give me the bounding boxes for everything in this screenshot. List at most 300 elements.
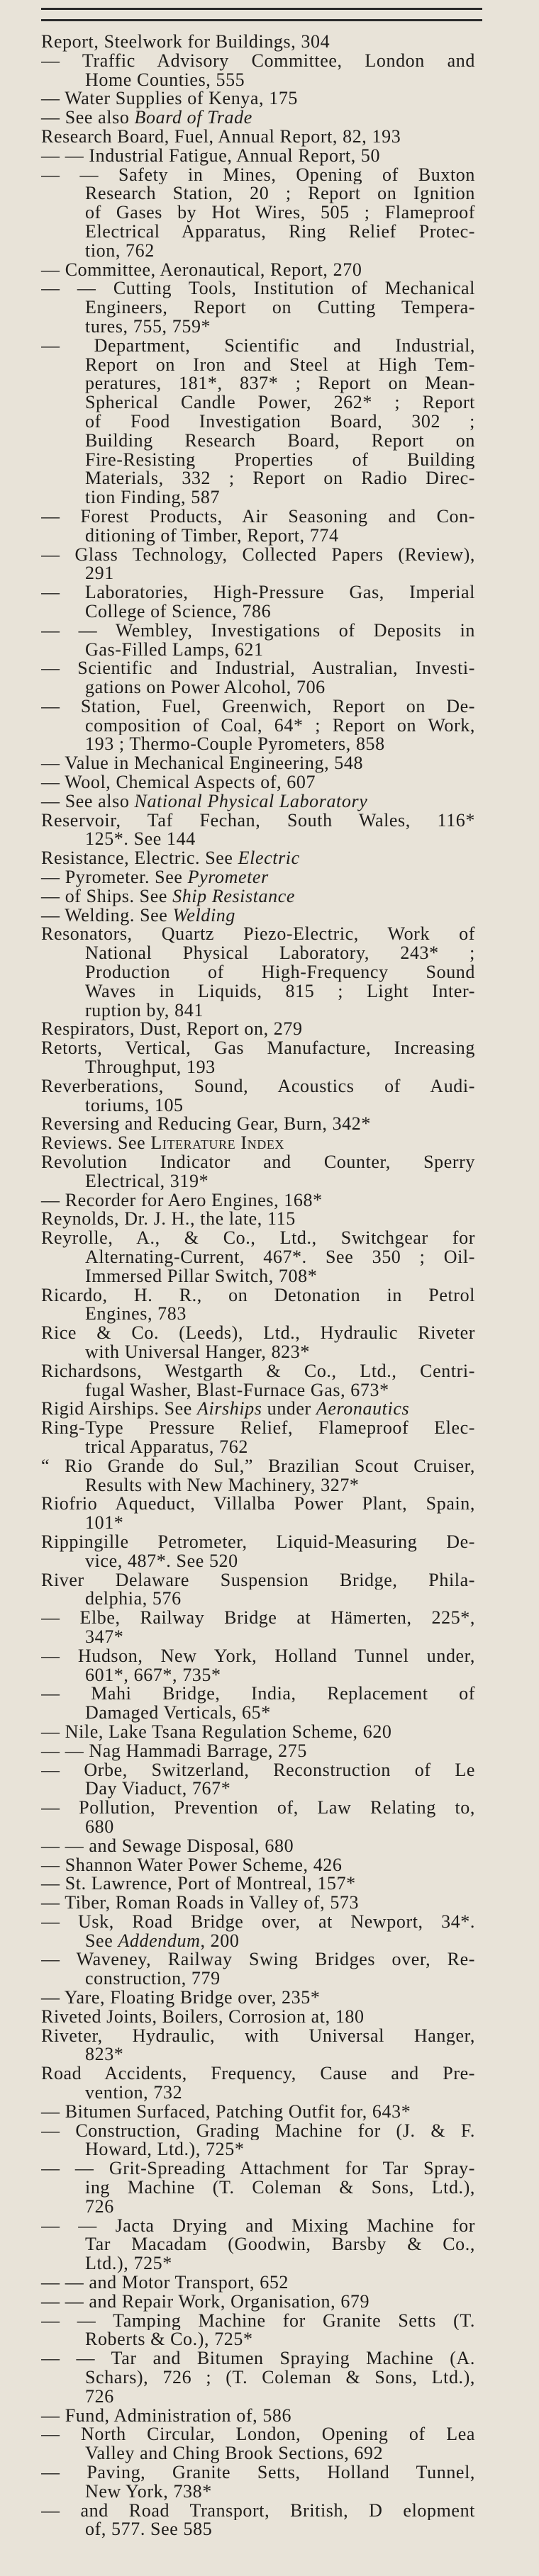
- cross-reference-italic: Electric: [238, 848, 300, 869]
- entry-continuation-line: [41, 1666, 475, 1685]
- entry-text: delphia, 576: [85, 1588, 182, 1609]
- entry-text: Resonators, Quartz Piezo-Electric, Work of: [41, 925, 475, 945]
- entry-text: Electrical, 319*: [85, 1170, 209, 1191]
- index-entry: [41, 773, 475, 792]
- index-entry: [41, 887, 475, 906]
- entry-heading-line: [41, 2122, 475, 2141]
- entry-text: — — Industrial Fatigue, Annual Report, 50: [41, 145, 381, 166]
- entry-heading-line: [41, 2100, 475, 2122]
- index-entry: [41, 125, 475, 147]
- index-entry: [41, 1742, 475, 1761]
- index-entry: [41, 1039, 475, 1077]
- entry-heading-line: [41, 2407, 475, 2426]
- index-entry: [41, 2290, 475, 2312]
- entry-heading-line: [41, 1989, 475, 2008]
- entry-heading-line: [41, 1419, 475, 1438]
- entry-heading-line: [41, 147, 475, 166]
- entry-text: Ricardo, H. R., on Detonation in Petrol: [41, 1286, 475, 1305]
- index-entry: [41, 1286, 475, 1324]
- cross-reference-italic: Welding: [172, 904, 235, 926]
- entry-text: — — Jacta Drying and Mixing Machine for: [41, 2216, 475, 2236]
- entry-text: Rice & Co. (Leeds), Ltd., Hydraulic Riveter: [41, 1324, 475, 1343]
- entry-heading-line: [41, 1457, 475, 1476]
- entry-heading-line: [41, 1191, 475, 1210]
- entry-continuation-line: [41, 564, 475, 583]
- entry-text: Immersed Pillar Switch, 708*: [85, 1265, 318, 1286]
- entry-heading-line: [41, 1533, 475, 1552]
- entry-heading-line: [41, 125, 475, 147]
- index-entry: [41, 1400, 475, 1419]
- entry-heading-line: [41, 1210, 475, 1229]
- entry-text: — Usk, Road Bridge over, at Newport, 34*.: [41, 1912, 475, 1932]
- entry-continuation-line: [41, 1514, 475, 1533]
- entry-continuation-line: [41, 2235, 475, 2254]
- entry-continuation-line: [41, 982, 475, 1001]
- entry-continuation-line: [41, 203, 475, 223]
- index-entry: [41, 1533, 475, 1571]
- entry-heading-line: [41, 2349, 475, 2368]
- entry-text: — — and Repair Work, Organisation, 679: [41, 2290, 370, 2312]
- index-entry: [41, 166, 475, 261]
- index-entry: [41, 583, 475, 621]
- entry-text: Fire-Resisting Properties of Building: [85, 450, 475, 470]
- entry-text: — Bitumen Surfaced, Patching Outfit for, 643*: [41, 2100, 411, 2122]
- entry-heading-line: [41, 925, 475, 944]
- entry-continuation-line: [41, 1704, 475, 1723]
- entry-text: — Pollution, Prevention of, Law Relating to,: [41, 1799, 475, 1818]
- index-entry: [41, 1324, 475, 1362]
- entry-text: Reservoir, Taf Fechan, South Wales, 116*: [41, 811, 475, 831]
- entry-heading-line: [41, 1153, 475, 1172]
- entry-text: Reverberations, Sound, Acoustics of Audi-: [41, 1076, 475, 1096]
- entry-heading-line: [41, 1799, 475, 1818]
- index-entry: [41, 2159, 475, 2216]
- entry-text: toriums, 105: [85, 1094, 184, 1115]
- entry-continuation-line: [41, 432, 475, 451]
- entry-heading-line: [41, 1362, 475, 1381]
- entry-continuation-line: [41, 2330, 475, 2349]
- entry-text: — Paving, Granite Setts, Holland Tunnel,: [41, 2463, 475, 2482]
- entry-continuation-line: [41, 1590, 475, 1609]
- entry-heading-line: [41, 2273, 475, 2293]
- entry-heading-line: [41, 1324, 475, 1343]
- entry-text: Research Board, Fuel, Annual Report, 82, 193: [41, 125, 401, 147]
- entry-continuation-line: [41, 356, 475, 375]
- index-entry: [41, 1571, 475, 1609]
- entry-heading-line: [41, 792, 475, 811]
- entry-heading-line: [41, 1571, 475, 1590]
- entry-heading-line: [41, 33, 475, 52]
- index-entry: [41, 1874, 475, 1894]
- entry-heading-line: [41, 583, 475, 602]
- index-entry: [41, 1856, 475, 1875]
- entry-continuation-line: [41, 2368, 475, 2387]
- entry-text: 125*. See 144: [85, 828, 196, 850]
- entry-text: — Yare, Floating Bridge over, 235*: [41, 1987, 321, 2008]
- entry-continuation-line: [41, 469, 475, 488]
- entry-text: — — Wembley, Investigations of Deposits in: [41, 621, 475, 641]
- index-entry: [41, 1761, 475, 1799]
- entry-continuation-line: [41, 488, 475, 507]
- index-entry: [41, 337, 475, 507]
- entry-continuation-line: [41, 2254, 475, 2273]
- index-entry: [41, 1077, 475, 1115]
- cross-reference-italic: Board of Trade: [134, 107, 252, 128]
- entry-text: Engineers, Report on Cutting Tempera-: [85, 298, 475, 317]
- entry-heading-line: [41, 52, 475, 71]
- index-entry: [41, 2273, 475, 2293]
- entry-text: National Physical Laboratory, 243* ;: [85, 944, 475, 964]
- entry-heading-line: [41, 1647, 475, 1666]
- entry-text: Report on Iron and Steel at High Tem-: [85, 355, 475, 375]
- entry-text: Results with New Machinery, 327*: [85, 1474, 360, 1495]
- index-entry: [41, 33, 475, 52]
- index-entry: [41, 1362, 475, 1400]
- entry-heading-line: [41, 1913, 475, 1932]
- entry-heading-line: [41, 1134, 475, 1153]
- entry-heading-line: [41, 1400, 475, 1419]
- entry-text: — See also: [41, 107, 135, 128]
- entry-text: — Fund, Administration of, 586: [41, 2405, 292, 2426]
- entry-heading-line: [41, 1077, 475, 1096]
- entry-heading-line: [41, 849, 475, 868]
- entry-text: — Station, Fuel, Greenwich, Report on De-: [41, 697, 475, 716]
- entry-heading-line: [41, 621, 475, 641]
- entry-text: Riveted Joints, Boilers, Corrosion at, 180: [41, 2006, 365, 2027]
- entry-text: Roberts & Co.), 725*: [85, 2329, 253, 2350]
- entry-heading-line: [41, 2502, 475, 2521]
- index-entry: [41, 2122, 475, 2160]
- index-entry: [41, 792, 475, 811]
- entry-text: — — and Motor Transport, 652: [41, 2272, 289, 2293]
- entry-continuation-line: [41, 223, 475, 242]
- index-entry: [41, 1723, 475, 1742]
- entry-heading-line: [41, 546, 475, 565]
- entry-heading-line: [41, 868, 475, 887]
- index-entry: [41, 1134, 475, 1153]
- entry-text: — Traffic Advisory Committee, London and: [41, 51, 475, 71]
- entry-text: 347*: [85, 1626, 124, 1647]
- entry-text: Ltd.), 725*: [85, 2253, 172, 2274]
- entry-text: — North Circular, London, Opening of Lea: [41, 2425, 475, 2445]
- entry-continuation-line: [41, 71, 475, 90]
- entry-text: Research Station, 20 ; Report on Ignition: [85, 184, 475, 204]
- index-entry: [41, 1191, 475, 1210]
- entry-text: Reviews. See: [41, 1132, 151, 1154]
- entry-continuation-line: [41, 2083, 475, 2103]
- entry-heading-line: [41, 754, 475, 773]
- entry-heading-line: [41, 2027, 475, 2046]
- entry-heading-line: [41, 1761, 475, 1780]
- entry-continuation-line: [41, 641, 475, 660]
- index-entry: [41, 659, 475, 697]
- index-entry: [41, 868, 475, 887]
- entry-text: “ Rio Grande do Sul,” Brazilian Scout Cruiser,: [41, 1456, 475, 1476]
- entry-continuation-line: [41, 2045, 475, 2064]
- entry-text: tures, 755, 759*: [85, 315, 211, 337]
- index-entry: [41, 849, 475, 868]
- entry-text: of Gases by Hot Wires, 505 ; Flameproof: [85, 203, 475, 223]
- cross-reference-small-caps: Literature Index: [150, 1132, 285, 1154]
- entry-text: Rigid Airships. See: [41, 1398, 198, 1419]
- entry-text: trical Apparatus, 762: [85, 1436, 248, 1457]
- entry-text: — Laboratories, High-Pressure Gas, Imperial: [41, 583, 475, 602]
- entry-text: , 200: [200, 1930, 240, 1951]
- entry-continuation-line: [41, 2520, 475, 2539]
- index-entry: [41, 1457, 475, 1495]
- entry-text: — of Ships. See: [41, 885, 173, 906]
- entry-text: — — Safety in Mines, Opening of Buxton: [41, 165, 475, 185]
- index-entry: [41, 1913, 475, 1951]
- entry-text: Building Research Board, Report on: [85, 431, 475, 451]
- entry-continuation-line: [41, 374, 475, 393]
- entry-continuation-line: [41, 524, 475, 546]
- entry-text: — Elbe, Railway Bridge at Hämerten, 225*,: [41, 1609, 475, 1628]
- entry-text: of Food Investigation Board, 302 ;: [85, 412, 475, 432]
- index-entry: [41, 1419, 475, 1457]
- entry-continuation-line: [41, 451, 475, 470]
- entry-text: — Glass Technology, Collected Papers (Review),: [41, 545, 475, 565]
- entry-heading-line: [41, 906, 475, 926]
- entry-text: Riveter, Hydraulic, with Universal Hanger,: [41, 2026, 475, 2046]
- entry-continuation-line: [41, 1932, 475, 1951]
- entry-text: composition of Coal, 64* ; Report on Work,: [85, 716, 475, 736]
- entry-heading-line: [41, 811, 475, 831]
- entry-continuation-line: [41, 242, 475, 261]
- entry-text: Reynolds, Dr. J. H., the late, 115: [41, 1208, 296, 1230]
- entry-text: ditioning of Timber, Report, 774: [85, 524, 339, 546]
- entry-continuation-line: [41, 1818, 475, 1837]
- entry-text: Electrical Apparatus, Ring Relief Protec-: [85, 222, 475, 242]
- index-entry: [41, 1210, 475, 1229]
- entry-text: Richardsons, Westgarth & Co., Ltd., Centri-: [41, 1361, 475, 1381]
- entry-heading-line: [41, 1856, 475, 1875]
- index-entry: [41, 906, 475, 926]
- entry-text: — See also: [41, 790, 135, 811]
- entry-text: 101*: [85, 1512, 124, 1534]
- entry-text: with Universal Hanger, 823*: [85, 1341, 310, 1362]
- entry-heading-line: [41, 1837, 475, 1856]
- index-entry: [41, 621, 475, 660]
- entry-continuation-line: [41, 678, 475, 697]
- index-entry: [41, 1799, 475, 1837]
- entry-text: Revolution Indicator and Counter, Sperry: [41, 1153, 475, 1172]
- entry-continuation-line: [41, 1172, 475, 1191]
- entry-text: Materials, 332 ; Report on Radio Direc-: [85, 469, 475, 489]
- entry-text: Ring-Type Pressure Relief, Flameproof Elec-: [41, 1419, 475, 1438]
- entry-text: Report, Steelwork for Buildings, 304: [41, 31, 330, 52]
- index-entry: [41, 1020, 475, 1039]
- entry-text: 823*: [85, 2044, 124, 2065]
- entry-text: construction, 779: [85, 1968, 221, 1989]
- top-rule-upper: [41, 8, 482, 10]
- entry-text: — Construction, Grading Machine for (J. & F.: [41, 2121, 475, 2141]
- cross-reference-italic: Pyrometer: [187, 867, 269, 888]
- entry-text: Valley and Ching Brook Sections, 692: [85, 2443, 384, 2464]
- entry-text: — Hudson, New York, Holland Tunnel under,: [41, 1646, 475, 1666]
- cross-reference-italic: Aeronautics: [316, 1398, 410, 1419]
- index-entry: [41, 697, 475, 754]
- entry-text: ing Machine (T. Coleman & Sons, Ltd.),: [85, 2178, 475, 2198]
- entry-continuation-line: [41, 1343, 475, 1362]
- entry-continuation-line: [41, 1381, 475, 1400]
- cross-reference-italic: National Physical Laboratory: [134, 790, 368, 811]
- entry-text: — St. Lawrence, Port of Montreal, 157*: [41, 1873, 356, 1894]
- entry-text: — Tiber, Roman Roads in Valley of, 573: [41, 1892, 360, 1913]
- entry-heading-line: [41, 2425, 475, 2444]
- entry-heading-line: [41, 1894, 475, 1913]
- entry-heading-line: [41, 2463, 475, 2482]
- entry-heading-line: [41, 1723, 475, 1742]
- entry-continuation-line: [41, 393, 475, 412]
- entry-continuation-line: [41, 412, 475, 432]
- entry-text: — Forest Products, Air Seasoning and Con-: [41, 507, 475, 527]
- entry-text: peratures, 181*, 837* ; Report on Mean-: [85, 374, 475, 394]
- entry-heading-line: [41, 166, 475, 185]
- entry-heading-line: [41, 1229, 475, 1248]
- index-entry: [41, 2064, 475, 2103]
- entry-continuation-line: [41, 1305, 475, 1324]
- entry-heading-line: [41, 2290, 475, 2312]
- entry-heading-line: [41, 1495, 475, 1514]
- entry-text: Schars), 726 ; (T. Coleman & Sons, Ltd.),: [85, 2368, 475, 2387]
- entry-heading-line: [41, 1742, 475, 1761]
- entry-text: 726: [85, 2385, 114, 2407]
- entry-continuation-line: [41, 2482, 475, 2502]
- entry-continuation-line: [41, 1779, 475, 1799]
- index-entry: [41, 108, 475, 128]
- entry-text: Howard, Ltd.), 725*: [85, 2139, 245, 2160]
- index-entry: [41, 2217, 475, 2273]
- entry-text: — Welding. See: [41, 904, 173, 926]
- entry-continuation-line: [41, 1267, 475, 1286]
- index-entry: [41, 1647, 475, 1685]
- index-entry: [41, 925, 475, 1020]
- entry-continuation-line: [41, 1969, 475, 1989]
- entry-heading-line: [41, 2008, 475, 2027]
- entry-text: vice, 487*. See 520: [85, 1550, 238, 1571]
- entry-text: New York, 738*: [85, 2480, 212, 2502]
- entry-heading-line: [41, 659, 475, 678]
- index-entry: [41, 1229, 475, 1286]
- entry-heading-line: [41, 261, 475, 280]
- entry-text: Riofrio Aqueduct, Villalba Power Plant, Spain,: [41, 1495, 475, 1514]
- entry-text: — Department, Scientific and Industrial,: [41, 336, 475, 356]
- index-column: [41, 33, 475, 2539]
- entry-continuation-line: [41, 2195, 475, 2217]
- entry-heading-line: [41, 1609, 475, 1628]
- entry-text: Reyrolle, A., & Co., Ltd., Switchgear for: [41, 1229, 475, 1248]
- entry-heading-line: [41, 887, 475, 906]
- entry-text: Damaged Verticals, 65*: [85, 1702, 271, 1723]
- index-entry: [41, 2407, 475, 2426]
- entry-continuation-line: [41, 602, 475, 621]
- entry-text: Respirators, Dust, Report on, 279: [41, 1018, 303, 1040]
- entry-text: River Delaware Suspension Bridge, Phila-: [41, 1570, 475, 1590]
- entry-heading-line: [41, 337, 475, 356]
- top-rule-lower: [41, 19, 482, 21]
- entry-heading-line: [41, 2159, 475, 2178]
- entry-text: Reversing and Reducing Gear, Burn, 342*: [41, 1113, 371, 1135]
- entry-text: Retorts, Vertical, Gas Manufacture, Increasing: [41, 1039, 475, 1059]
- entry-text: See: [85, 1930, 118, 1951]
- index-entry: [41, 754, 475, 773]
- entry-text: gations on Power Alcohol, 706: [85, 677, 326, 698]
- index-entry: [41, 1837, 475, 1856]
- entry-text: Road Accidents, Frequency, Cause and Pre-: [41, 2064, 475, 2084]
- entry-text: — — Nag Hammadi Barrage, 275: [41, 1740, 307, 1761]
- index-entry: [41, 2027, 475, 2065]
- entry-continuation-line: [41, 830, 475, 849]
- index-entry: [41, 507, 475, 546]
- entry-continuation-line: [41, 1058, 475, 1077]
- index-entry: [41, 52, 475, 90]
- index-entry: [41, 147, 475, 166]
- entry-continuation-line: [41, 2444, 475, 2463]
- index-entry: [41, 279, 475, 336]
- entry-text: — Value in Mechanical Engineering, 548: [41, 753, 364, 774]
- entry-text: ruption by, 841: [85, 999, 204, 1020]
- entry-continuation-line: [41, 735, 475, 754]
- entry-heading-line: [41, 1115, 475, 1134]
- entry-text: Alternating-Current, 467*. See 350 ; Oil-: [85, 1248, 475, 1267]
- entry-text: — Recorder for Aero Engines, 168*: [41, 1189, 323, 1210]
- entry-heading-line: [41, 108, 475, 128]
- cross-reference-italic: Airships: [197, 1398, 262, 1419]
- entry-text: Throughput, 193: [85, 1057, 216, 1078]
- entry-heading-line: [41, 1039, 475, 1058]
- entry-heading-line: [41, 773, 475, 792]
- entry-continuation-line: [41, 317, 475, 337]
- entry-continuation-line: [41, 298, 475, 317]
- entry-text: — Mahi Bridge, India, Replacement of: [41, 1684, 475, 1704]
- entry-text: — — Cutting Tools, Institution of Mechanical: [41, 279, 475, 299]
- entry-heading-line: [41, 507, 475, 527]
- entry-text: — Shannon Water Power Scheme, 426: [41, 1854, 343, 1875]
- entry-continuation-line: [41, 1248, 475, 1267]
- entry-text: — — Grit-Spreading Attachment for Tar Spray-: [41, 2159, 475, 2179]
- index-entry: [41, 1950, 475, 1989]
- entry-text: 291: [85, 563, 114, 584]
- index-entry: [41, 2349, 475, 2406]
- index-entry: [41, 1609, 475, 1647]
- entry-continuation-line: [41, 1476, 475, 1495]
- entry-text: 601*, 667*, 735*: [85, 1664, 221, 1685]
- entry-text: under: [262, 1398, 316, 1419]
- entry-continuation-line: [41, 716, 475, 736]
- entry-continuation-line: [41, 2387, 475, 2407]
- entry-text: tion Finding, 587: [85, 487, 221, 508]
- index-entry: [41, 1153, 475, 1191]
- entry-text: Production of High-Frequency Sound: [85, 963, 475, 982]
- entry-heading-line: [41, 1020, 475, 1039]
- entry-heading-line: [41, 2064, 475, 2083]
- index-entry: [41, 2502, 475, 2540]
- entry-text: — and Road Transport, British, D elopment: [41, 2501, 475, 2521]
- index-entry: [41, 2100, 475, 2122]
- entry-heading-line: [41, 89, 475, 108]
- entry-heading-line: [41, 1950, 475, 1969]
- entry-continuation-line: [41, 1552, 475, 1571]
- index-entry: [41, 811, 475, 850]
- index-entry: [41, 2008, 475, 2027]
- entry-text: 726: [85, 2195, 114, 2217]
- entry-continuation-line: [41, 2178, 475, 2198]
- entry-text: Waves in Liquids, 815 ; Light Inter-: [85, 982, 475, 1001]
- index-entry: [41, 1989, 475, 2008]
- entry-heading-line: [41, 279, 475, 298]
- entry-text: Home Counties, 555: [85, 69, 245, 90]
